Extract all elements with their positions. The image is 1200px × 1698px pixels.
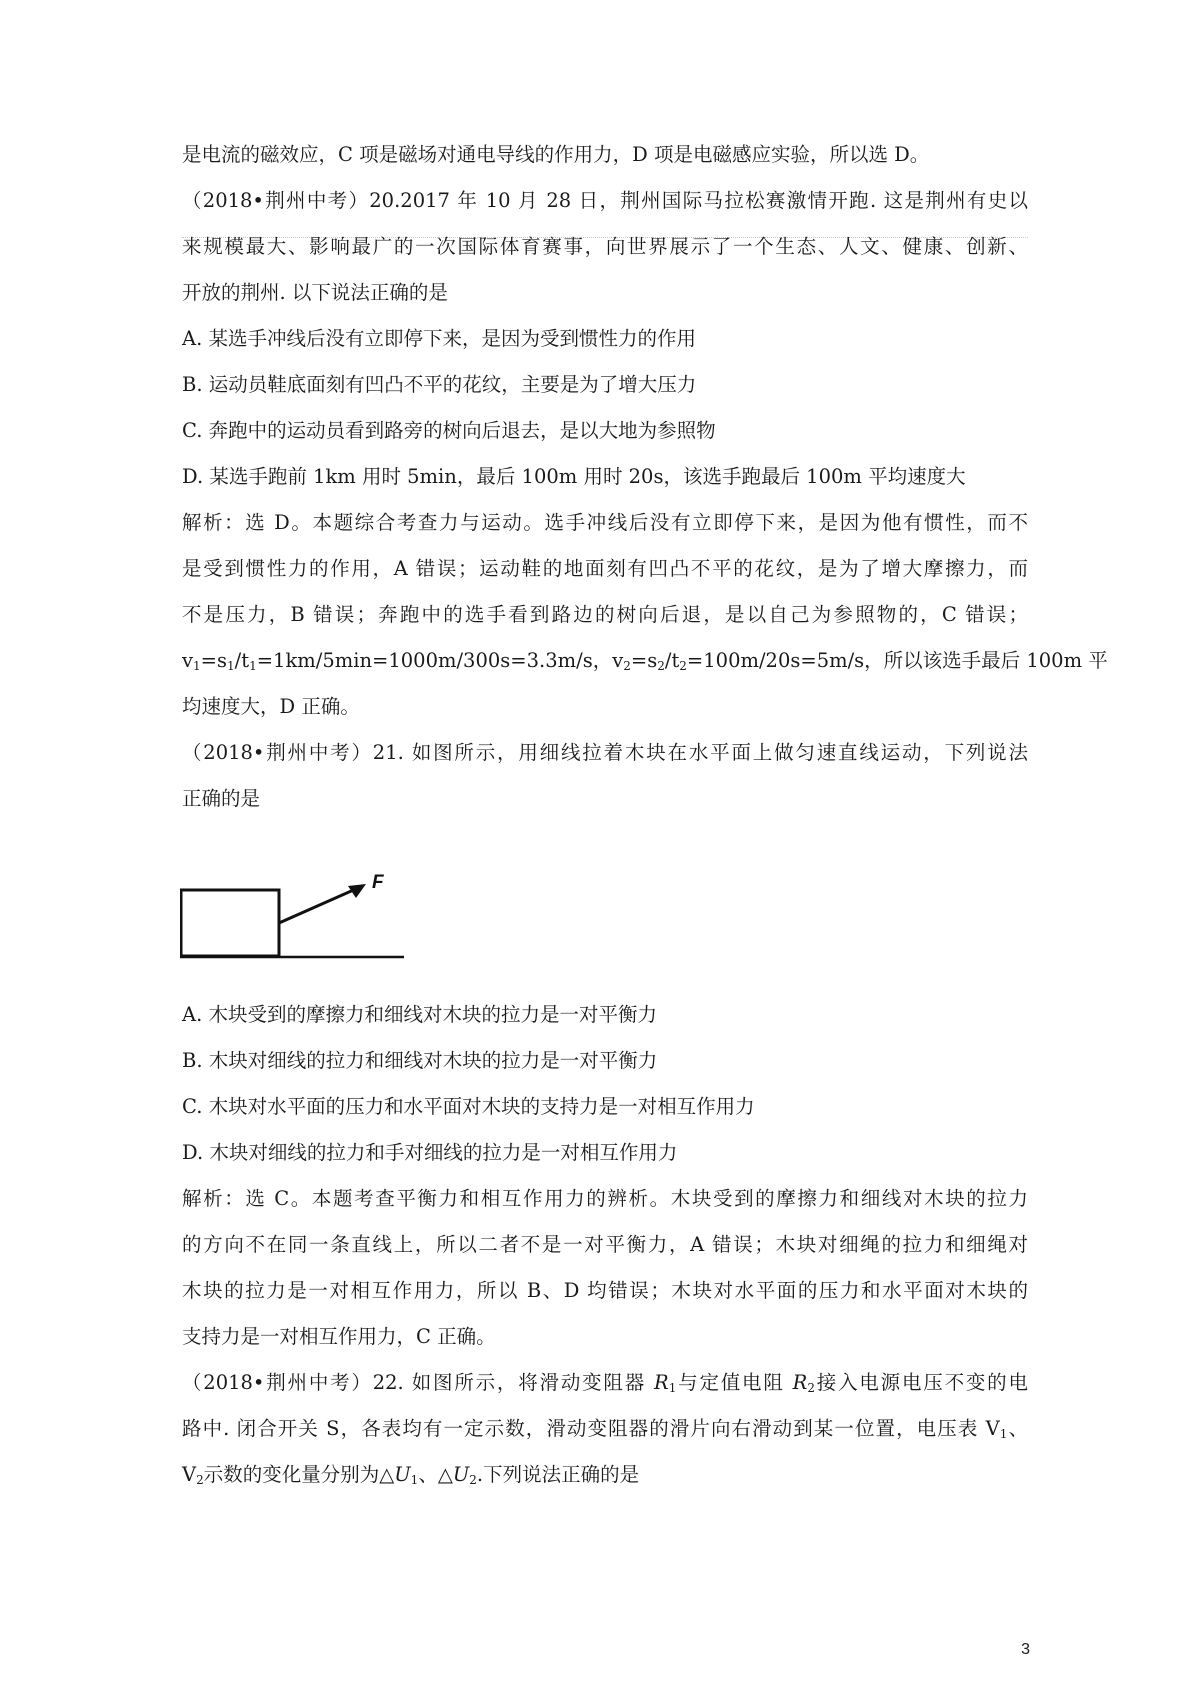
text-line: 是电流的磁效应，C 项是磁场对通电导线的作用力，D 项是电磁感应实验，所以选 D。: [182, 143, 930, 166]
question-21-option-d: D. 木块对细线的拉力和手对细线的拉力是一对相互作用力: [182, 1141, 678, 1164]
answer-20: 不是压力，B 错误；奔跑中的选手看到路边的树向后退，是以自己为参照物的，C 错误；: [182, 603, 1028, 626]
string-line: [279, 888, 358, 923]
question-21-option-a: A. 木块受到的摩擦力和细线对木块的拉力是一对平衡力: [182, 1003, 657, 1026]
question-20-stem: 来规模最大、影响最广的一次国际体育赛事，向世界展示了一个生态、人文、健康、创新、: [182, 235, 1028, 258]
answer-21: 支持力是一对相互作用力，C 正确。: [182, 1325, 496, 1348]
force-label: F: [372, 872, 384, 893]
question-20-option-a: A. 某选手冲线后没有立即停下来，是因为受到惯性力的作用: [182, 327, 696, 350]
answer-21: 解析：选 C。本题考查平衡力和相互作用力的辨析。木块受到的摩擦力和细线对木块的拉力: [182, 1187, 1028, 1210]
question-22-stem: $V_2$示数的变化量分别为$\triangle U_1$、$\triangle U_2$.下列说法正确的是: [182, 1463, 640, 1487]
page-number: 3: [1021, 1641, 1030, 1658]
question-20-stem: 开放的荆州. 以下说法正确的是: [182, 281, 448, 304]
wooden-block: [181, 890, 279, 956]
question-21-option-b: B. 木块对细线的拉力和细线对木块的拉力是一对平衡力: [182, 1049, 658, 1072]
question-20-option-d: D. 某选手跑前 1km 用时 5min，最后 100m 用时 20s，该选手跑最后 100m 平均速度大: [182, 465, 966, 488]
answer-20: 均速度大，D 正确。: [182, 695, 360, 718]
answer-20: 解析：选 D。本题综合考查力与运动。选手冲线后没有立即停下来，是因为他有惯性，而不: [182, 511, 1028, 534]
block-pulled-by-string-figure: [180, 868, 450, 968]
answer-20: 是受到惯性力的作用，A 错误；运动鞋的地面刻有凹凸不平的花纹，是为了增大摩擦力，而: [182, 557, 1028, 580]
answer-21: 的方向不在同一条直线上，所以二者不是一对平衡力，A 错误；木块对细绳的拉力和细绳对: [182, 1233, 1028, 1256]
answer-20-formula: $v_1=s_1/t_1=1km/5\min=1000m/300s=3.3m/s$，$v_2=s_2/t_2=100m/20s=5m/s$，所以该选手最后 100m 平: [182, 649, 1108, 673]
question-21-stem: 正确的是: [182, 787, 261, 810]
question-20-stem: （2018•荆州中考）20.2017 年 10 月 28 日，荆州国际马拉松赛激情开跑. 这是荆州有史以: [182, 189, 1028, 212]
question-21-stem: （2018•荆州中考）21. 如图所示，用细线拉着木块在水平面上做匀速直线运动，下列说法: [182, 741, 1028, 764]
question-22-stem: 路中. 闭合开关 S，各表均有一定示数，滑动变阻器的滑片向右滑动到某一位置，电压表 $V_1$、: [182, 1417, 1028, 1441]
question-20-option-b: B. 运动员鞋底面刻有凹凸不平的花纹，主要是为了增大压力: [182, 373, 697, 396]
question-22-stem: （2018•荆州中考）22. 如图所示，将滑动变阻器 $R_1$与定值电阻 $R_2$接入电源电压不变的电: [182, 1371, 1028, 1395]
question-21-option-c: C. 木块对水平面的压力和水平面对木块的支持力是一对相互作用力: [182, 1095, 755, 1118]
answer-21: 木块的拉力是一对相互作用力，所以 B、D 均错误；木块对水平面的压力和水平面对木块的: [182, 1279, 1028, 1302]
question-20-option-c: C. 奔跑中的运动员看到路旁的树向后退去，是以大地为参照物: [182, 419, 716, 442]
